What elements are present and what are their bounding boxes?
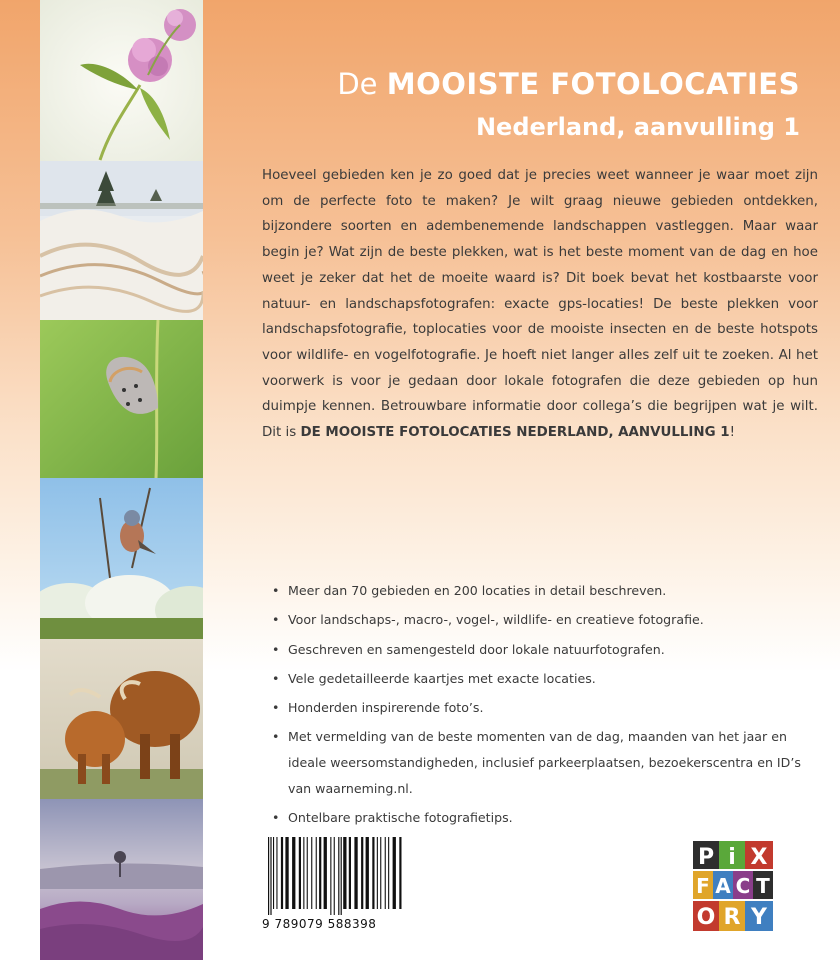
- barcode-bar: [338, 837, 339, 915]
- logo-letter: X: [750, 845, 768, 870]
- logo-letter: C: [735, 874, 751, 898]
- description-emphasis: DE MOOISTE FOTOLOCATIES NEDERLAND, AANVULLING 1: [300, 425, 730, 441]
- barcode-bar: [399, 837, 401, 909]
- barcode-bar: [354, 837, 357, 909]
- photo-highland-cattle: [40, 639, 203, 799]
- logo-letter: P: [697, 845, 715, 870]
- left-margin: [0, 0, 40, 960]
- barcode-bar: [372, 837, 374, 909]
- photo-flower: [40, 0, 203, 161]
- book-title: [337, 66, 800, 102]
- feature-list: [272, 578, 812, 835]
- barcode-bar: [341, 837, 342, 915]
- barcode-bar: [349, 837, 351, 909]
- barcode-bar: [361, 837, 363, 909]
- logo-letter: i: [728, 845, 736, 870]
- logo-letter: Y: [751, 905, 767, 930]
- barcode-bar: [270, 837, 271, 915]
- description-text: Hoeveel gebieden ken je zo goed dat je precies weet wanneer je waar moet zijn om de perfecte foto te maken? Je wilt graag nieuwe gebieden ontdekken, bijzondere soorten en adembenemende landschappen vastleggen. Maar waar begin je? Wat zijn de beste plekken, wat is het beste moment van de dag en hoe weet je zeker dat het de moeite waard is? Dit boek bevat het kostbaarste voor natuur- en landschapsfotografen: exacte gps-locaties! De beste plekken voor landschapsfotografie, toplocaties voor de mooiste insecten en de beste hotspots voor wildlife- en vogelfotografie. Je hoeft niet langer alles zelf uit te zoeken. Al het voorwerk is voor je gedaan door lokale fotografen die deze gebieden op hun duimpje kennen. Betrouwbare informatie door collega’s die begrijpen wat je wilt. Dit is: [262, 168, 818, 441]
- barcode-bar: [334, 837, 335, 915]
- barcode-bars: [262, 837, 410, 915]
- feature-item: • Voor landschaps-, macro-, vogel-, wildlife- en creatieve fotografie.: [272, 607, 812, 633]
- title-prefix: De: [337, 67, 378, 101]
- barcode-bar: [366, 837, 369, 909]
- logo-letter: O: [696, 905, 716, 930]
- barcode-bar: [307, 837, 308, 909]
- barcode-bar: [316, 837, 317, 909]
- barcode-bar: [285, 837, 288, 909]
- title-block: [337, 66, 800, 144]
- feature-item: • Geschreven en samengesteld door lokale natuurfotografen.: [272, 637, 812, 663]
- photo-column: [40, 0, 203, 960]
- barcode-bar: [343, 837, 346, 909]
- barcode-bar: [377, 837, 378, 909]
- photo-blue-butterfly: [40, 320, 203, 478]
- logo-letter: R: [723, 905, 741, 930]
- barcode-bar: [292, 837, 295, 909]
- barcode-bar: [385, 837, 386, 909]
- title-main: MOOISTE FOTOLOCATIES: [386, 67, 800, 101]
- feature-item: • Vele gedetailleerde kaartjes met exacte locaties.: [272, 666, 812, 692]
- barcode-bar: [276, 837, 277, 909]
- logo-letter: T: [756, 874, 770, 898]
- feature-item: • Ontelbare praktische fotografietips.: [272, 805, 812, 831]
- barcode-bar: [281, 837, 283, 909]
- description-paragraph: [262, 163, 818, 446]
- barcode-bar: [330, 837, 331, 915]
- barcode-bar: [319, 837, 321, 909]
- feature-item: • Meer dan 70 gebieden en 200 locaties in detail beschreven.: [272, 578, 812, 604]
- logo-letter: F: [696, 874, 710, 898]
- feature-item: • Met vermelding van de beste momenten van de dag, maanden van het jaar en ideale weersomstandigheden, inclusief parkeerplaatsen, bezoekerscentra en ID’s van waarneming.nl.: [272, 724, 812, 801]
- barcode-bar: [393, 837, 396, 909]
- barcode-bar: [268, 837, 269, 915]
- pixfactory-logo: [691, 839, 775, 933]
- barcode-bar: [273, 837, 274, 909]
- photo-chaffinch: [40, 478, 203, 639]
- barcode-bar: [303, 837, 304, 909]
- logo-letter: A: [715, 874, 731, 898]
- barcode-bar: [324, 837, 327, 909]
- photo-snowy-dune: [40, 161, 203, 320]
- barcode-bar: [380, 837, 381, 909]
- description-end: !: [729, 425, 735, 441]
- photo-heather-moor: [40, 799, 203, 960]
- feature-item: • Honderden inspirerende foto’s.: [272, 695, 812, 721]
- isbn-number: 9 789079 588398: [262, 917, 377, 931]
- barcode-bar: [299, 837, 301, 909]
- book-subtitle: Nederland, aanvulling 1: [475, 113, 800, 141]
- barcode-bar: [388, 837, 389, 909]
- publisher-logo: [691, 839, 775, 933]
- barcode-bar: [311, 837, 312, 909]
